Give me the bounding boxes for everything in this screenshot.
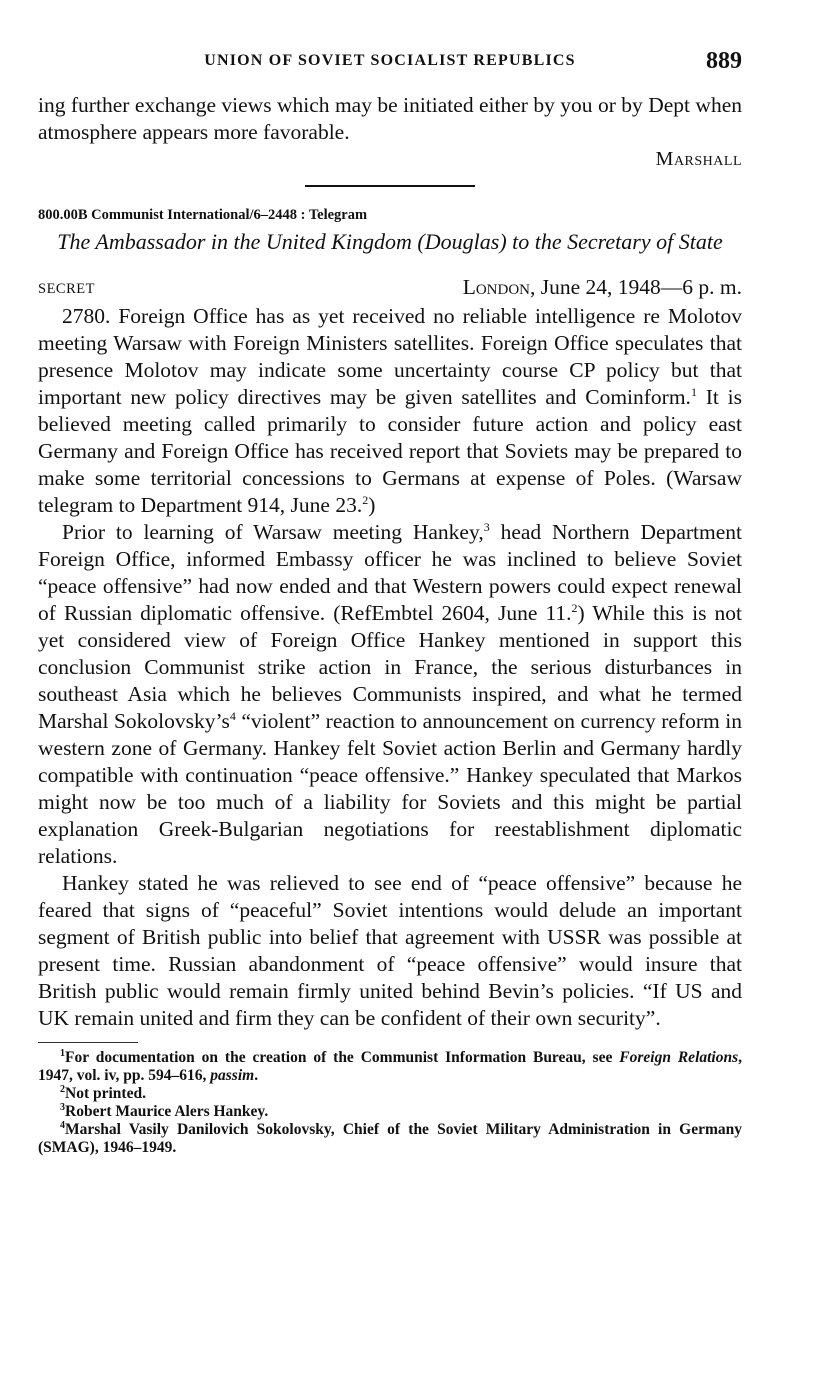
footnote-3 bbox=[38, 1103, 742, 1121]
footnote-text: . bbox=[254, 1067, 259, 1084]
paragraph-text: “violent” reaction to announcement on currency reform in western zone of Germany. Hankey felt Soviet action Berlin and Germany hardly compatible with continuation “peace offensive.” Hankey speculated that Markos might now be too much of a liability for Soviets and this might be partial explanation Greek-Bulgarian negotiations for reestablishment diplomatic relations. bbox=[38, 709, 742, 868]
running-head-title: UNION OF SOVIET SOCIALIST REPUBLICS bbox=[204, 52, 576, 69]
paragraph-text: ) While this is not yet considered view of Foreign Office Hankey mentioned in support this conclusion Communist strike action in France, the serious disturbances in southeast Asia which he believes Communists inspired, and what he termed Marshal Sokolovsky’s bbox=[38, 601, 742, 733]
footnote-mark: 2 bbox=[60, 1083, 65, 1095]
footnote-ref: 2 bbox=[362, 492, 369, 507]
footnote-ref: 2 bbox=[571, 600, 578, 615]
footnote-text: Not printed. bbox=[65, 1085, 146, 1102]
footnote-ref: 4 bbox=[229, 708, 236, 723]
body-paragraph-3: Hankey stated he was relieved to see end of “peace offensive” because he feared that signs of “peaceful” Soviet intentions would delude an important segment of British public into belief that agreement with USSR was possible at present time. Russian abandonment of “peace offensive” would insure that British public would remain firmly united behind Bevin’s policies. “If US and UK remain united and firm they can be confident of their own security”. bbox=[38, 871, 742, 1030]
footnote-ref: 3 bbox=[483, 519, 490, 534]
place-name: London, bbox=[462, 275, 536, 299]
paragraph-text: ) bbox=[368, 493, 376, 517]
dateline bbox=[38, 275, 742, 303]
body-paragraph-2 bbox=[38, 519, 742, 870]
footnote-italic: passim bbox=[210, 1067, 255, 1084]
footnote-mark: 3 bbox=[60, 1101, 65, 1113]
date-line bbox=[463, 275, 742, 300]
paragraph-text: 2780. Foreign Office has as yet received no reliable intelligence re Molotov meeting Warsaw with Foreign Ministers satellites. Foreign Office speculates that presence Molotov may indicate some uncertainty course CP policy but that important new policy directives may be given satellites and Cominform. bbox=[38, 304, 742, 409]
classification-label: SECRET bbox=[38, 281, 95, 297]
continuation-paragraph: ing further exchange views which may be initiated either by you or by Dept when atmosphere appears more favorable. bbox=[38, 93, 742, 144]
footnote-text: For documentation on the creation of the Communist Information Bureau, see bbox=[65, 1049, 620, 1066]
footnote-mark: 4 bbox=[60, 1119, 65, 1131]
paragraph-text: Prior to learning of Warsaw meeting Hankey, bbox=[62, 520, 484, 544]
footnote-italic: Foreign Relations bbox=[619, 1049, 739, 1066]
running-head bbox=[38, 50, 742, 78]
section-divider bbox=[305, 185, 475, 187]
footnote-mark: 1 bbox=[60, 1047, 65, 1059]
footnote-text: Marshal Vasily Danilovich Sokolovsky, Chief of the Soviet Military Administration in Germany (SMAG), 1946–1949. bbox=[38, 1121, 742, 1156]
document-title: The Ambassador in the United Kingdom (Douglas) to the Secretary of State bbox=[57, 229, 723, 254]
footnote-text: Robert Maurice Alers Hankey. bbox=[65, 1103, 269, 1120]
footnote-2 bbox=[38, 1085, 742, 1103]
footnote-divider bbox=[38, 1042, 138, 1043]
body-paragraph-1 bbox=[38, 303, 742, 519]
date-text: June 24, 1948—6 p. m. bbox=[540, 275, 742, 299]
footnote-4 bbox=[38, 1121, 742, 1157]
paragraph-text: head Northern Department Foreign Office, informed Embassy officer he was inclined to believe Soviet “peace offensive” had now ended and that Western powers could expect renewal of Russian diplomatic offensive. (RefEmbtel 2604, June 11. bbox=[38, 520, 742, 625]
file-reference: 800.00B Communist International/6–2448 : Telegram bbox=[38, 207, 368, 223]
footnote-1 bbox=[38, 1049, 742, 1085]
document-page bbox=[38, 50, 742, 1157]
footnotes bbox=[38, 1049, 742, 1157]
signature: Marshall bbox=[655, 148, 742, 170]
paragraph-text: It is believed meeting called primarily to consider future action and policy east Germany and Foreign Office has received report that Soviets may be prepared to make some territorial concessions to Germans at expense of Poles. (Warsaw telegram to Department 914, June 23. bbox=[38, 385, 742, 517]
footnote-ref: 1 bbox=[690, 384, 697, 399]
page-number: 889 bbox=[706, 48, 742, 74]
footnote-text: , 1947, vol. iv, pp. 594–616, bbox=[38, 1049, 743, 1084]
